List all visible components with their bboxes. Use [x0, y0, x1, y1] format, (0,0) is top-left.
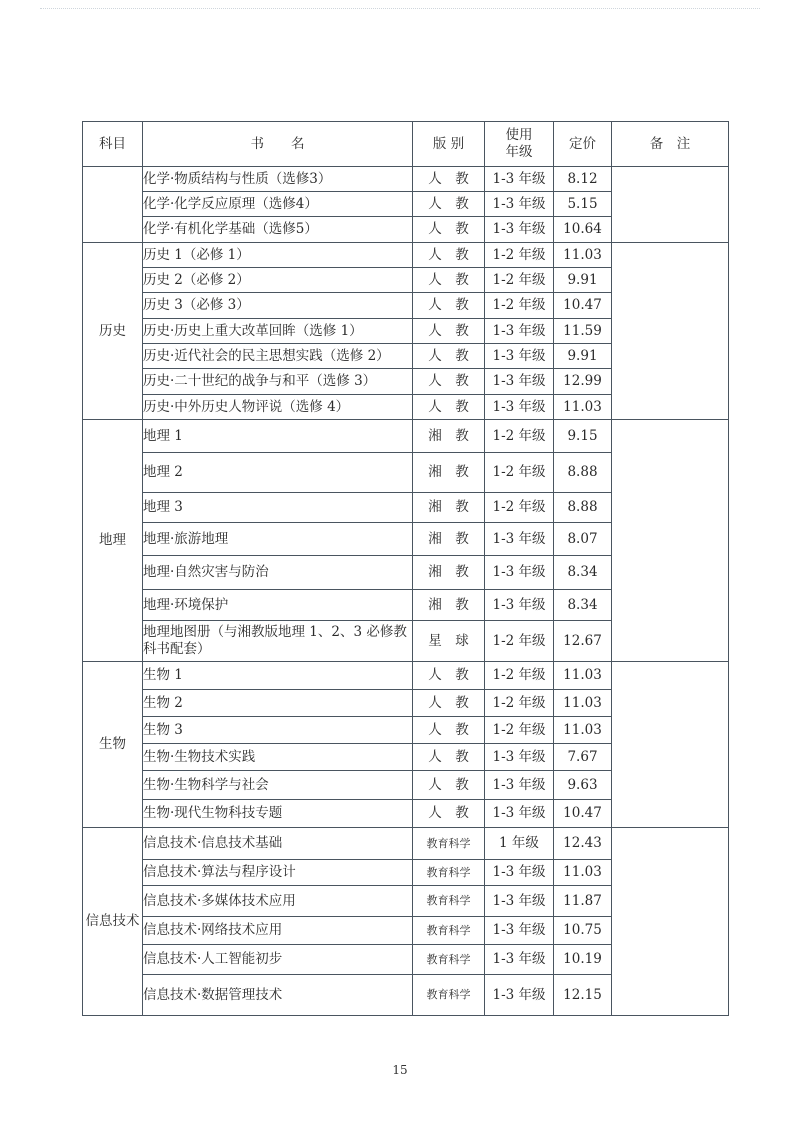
price-cell: 11.59	[554, 319, 612, 344]
publisher-cell: 湘 教	[413, 493, 485, 523]
book-title-cell: 生物·生物技术实践	[143, 744, 413, 771]
grade-cell: 1-3 年级	[485, 945, 554, 975]
publisher-cell: 星 球	[413, 621, 485, 662]
grade-cell: 1-3 年级	[485, 344, 554, 369]
publisher-cell: 教育科学	[413, 975, 485, 1016]
publisher-cell: 人 教	[413, 771, 485, 800]
grade-cell: 1-3 年级	[485, 369, 554, 395]
grade-cell: 1-2 年级	[485, 243, 554, 268]
book-title-cell: 地理 2	[143, 453, 413, 493]
book-title-cell: 生物 3	[143, 717, 413, 744]
book-title-cell: 历史·历史上重大改革回眸（选修 1）	[143, 319, 413, 344]
grade-cell: 1-3 年级	[485, 217, 554, 243]
publisher-cell: 教育科学	[413, 828, 485, 860]
price-cell: 8.34	[554, 590, 612, 621]
subject-cell	[83, 167, 143, 243]
grade-cell: 1-2 年级	[485, 420, 554, 453]
header-title: 书 名	[143, 122, 413, 167]
book-title-cell: 历史 2（必修 2）	[143, 268, 413, 293]
publisher-cell: 湘 教	[413, 420, 485, 453]
grade-cell: 1-3 年级	[485, 975, 554, 1016]
grade-cell: 1-3 年级	[485, 395, 554, 420]
price-cell: 8.07	[554, 523, 612, 556]
publisher-cell: 人 教	[413, 395, 485, 420]
note-cell	[612, 243, 729, 420]
table-row	[83, 243, 729, 268]
header-grade-line1: 使用	[505, 127, 533, 144]
table-row	[83, 662, 729, 690]
publisher-cell: 湘 教	[413, 556, 485, 590]
publisher-cell: 人 教	[413, 217, 485, 243]
header-price: 定价	[554, 122, 612, 167]
price-cell: 12.99	[554, 369, 612, 395]
textbook-table-container	[82, 121, 728, 1016]
book-title-cell: 信息技术·多媒体技术应用	[143, 886, 413, 917]
price-cell: 11.03	[554, 243, 612, 268]
header-grade-line2: 年级	[505, 144, 533, 160]
price-cell: 11.03	[554, 717, 612, 744]
table-body	[83, 167, 729, 1016]
publisher-cell: 人 教	[413, 717, 485, 744]
publisher-cell: 人 教	[413, 344, 485, 369]
subject-cell: 历史	[83, 243, 143, 420]
grade-cell: 1-3 年级	[485, 523, 554, 556]
publisher-cell: 教育科学	[413, 917, 485, 945]
header-note: 备 注	[612, 122, 729, 167]
grade-cell: 1-3 年级	[485, 860, 554, 886]
book-title-cell: 信息技术·算法与程序设计	[143, 860, 413, 886]
price-cell: 8.88	[554, 493, 612, 523]
price-cell: 12.43	[554, 828, 612, 860]
grade-cell: 1-2 年级	[485, 621, 554, 662]
book-title-cell: 生物 2	[143, 690, 413, 717]
price-cell: 10.19	[554, 945, 612, 975]
publisher-cell: 人 教	[413, 662, 485, 690]
book-title-cell: 地理·环境保护	[143, 590, 413, 621]
grade-cell: 1-2 年级	[485, 493, 554, 523]
book-title-cell: 生物 1	[143, 662, 413, 690]
book-title-cell: 化学·化学反应原理（选修4）	[143, 192, 413, 217]
grade-cell: 1-2 年级	[485, 662, 554, 690]
table-row	[83, 828, 729, 860]
book-title-cell: 历史 3（必修 3）	[143, 293, 413, 319]
price-cell: 9.91	[554, 268, 612, 293]
book-title-cell: 地理·旅游地理	[143, 523, 413, 556]
note-cell	[612, 420, 729, 662]
book-title-cell: 历史 1（必修 1）	[143, 243, 413, 268]
table-row	[83, 420, 729, 453]
price-cell: 7.67	[554, 744, 612, 771]
price-cell: 11.03	[554, 662, 612, 690]
grade-cell: 1-3 年级	[485, 744, 554, 771]
grade-cell: 1-3 年级	[485, 917, 554, 945]
publisher-cell: 人 教	[413, 268, 485, 293]
book-title-cell: 化学·有机化学基础（选修5）	[143, 217, 413, 243]
header-grade	[485, 122, 554, 167]
grade-cell: 1-3 年级	[485, 192, 554, 217]
grade-cell: 1-3 年级	[485, 319, 554, 344]
publisher-cell: 教育科学	[413, 886, 485, 917]
price-cell: 11.03	[554, 860, 612, 886]
publisher-cell: 湘 教	[413, 523, 485, 556]
book-title-cell: 生物·生物科学与社会	[143, 771, 413, 800]
price-cell: 8.88	[554, 453, 612, 493]
grade-cell: 1-3 年级	[485, 590, 554, 621]
grade-cell: 1-3 年级	[485, 886, 554, 917]
grade-cell: 1-3 年级	[485, 167, 554, 192]
grade-cell: 1-3 年级	[485, 771, 554, 800]
price-cell: 10.47	[554, 293, 612, 319]
price-cell: 10.47	[554, 800, 612, 828]
book-title-cell: 历史·二十世纪的战争与和平（选修 3）	[143, 369, 413, 395]
table-row	[83, 167, 729, 192]
book-title-cell: 历史·中外历史人物评说（选修 4）	[143, 395, 413, 420]
publisher-cell: 人 教	[413, 293, 485, 319]
grade-cell: 1-3 年级	[485, 800, 554, 828]
grade-cell: 1-2 年级	[485, 453, 554, 493]
book-title-cell: 地理 1	[143, 420, 413, 453]
price-cell: 11.03	[554, 395, 612, 420]
subject-cell: 生物	[83, 662, 143, 828]
grade-cell: 1-2 年级	[485, 717, 554, 744]
textbook-price-table	[82, 121, 729, 1016]
book-title-cell: 信息技术·信息技术基础	[143, 828, 413, 860]
book-title-cell: 地理 3	[143, 493, 413, 523]
note-cell	[612, 662, 729, 828]
price-cell: 11.87	[554, 886, 612, 917]
price-cell: 5.15	[554, 192, 612, 217]
note-cell	[612, 167, 729, 243]
table-header-row	[83, 122, 729, 167]
price-cell: 9.15	[554, 420, 612, 453]
publisher-cell: 人 教	[413, 369, 485, 395]
price-cell: 12.15	[554, 975, 612, 1016]
publisher-cell: 教育科学	[413, 945, 485, 975]
price-cell: 10.64	[554, 217, 612, 243]
grade-cell: 1-2 年级	[485, 268, 554, 293]
grade-cell: 1 年级	[485, 828, 554, 860]
price-cell: 12.67	[554, 621, 612, 662]
publisher-cell: 湘 教	[413, 453, 485, 493]
book-title-cell: 信息技术·数据管理技术	[143, 975, 413, 1016]
book-title-cell: 化学·物质结构与性质（选修3）	[143, 167, 413, 192]
book-title-cell: 历史·近代社会的民主思想实践（选修 2）	[143, 344, 413, 369]
page-number: 15	[392, 1063, 408, 1077]
price-cell: 8.12	[554, 167, 612, 192]
note-cell	[612, 828, 729, 1016]
subject-cell: 地理	[83, 420, 143, 662]
book-title-cell: 生物·现代生物科技专题	[143, 800, 413, 828]
book-title-cell: 信息技术·网络技术应用	[143, 917, 413, 945]
header-subject: 科目	[83, 122, 143, 167]
publisher-cell: 湘 教	[413, 590, 485, 621]
grade-cell: 1-2 年级	[485, 690, 554, 717]
publisher-cell: 人 教	[413, 800, 485, 828]
publisher-cell: 人 教	[413, 167, 485, 192]
publisher-cell: 教育科学	[413, 860, 485, 886]
publisher-cell: 人 教	[413, 319, 485, 344]
book-title-cell: 信息技术·人工智能初步	[143, 945, 413, 975]
book-title-cell: 地理地图册（与湘教版地理 1、2、3 必修教科书配套）	[143, 621, 413, 662]
price-cell: 9.63	[554, 771, 612, 800]
price-cell: 8.34	[554, 556, 612, 590]
price-cell: 11.03	[554, 690, 612, 717]
price-cell: 10.75	[554, 917, 612, 945]
grade-cell: 1-3 年级	[485, 556, 554, 590]
publisher-cell: 人 教	[413, 744, 485, 771]
publisher-cell: 人 教	[413, 243, 485, 268]
price-cell: 9.91	[554, 344, 612, 369]
subject-cell: 信息技术	[83, 828, 143, 1016]
top-divider	[40, 8, 760, 9]
header-publisher: 版 别	[413, 122, 485, 167]
publisher-cell: 人 教	[413, 192, 485, 217]
book-title-cell: 地理·自然灾害与防治	[143, 556, 413, 590]
publisher-cell: 人 教	[413, 690, 485, 717]
grade-cell: 1-2 年级	[485, 293, 554, 319]
